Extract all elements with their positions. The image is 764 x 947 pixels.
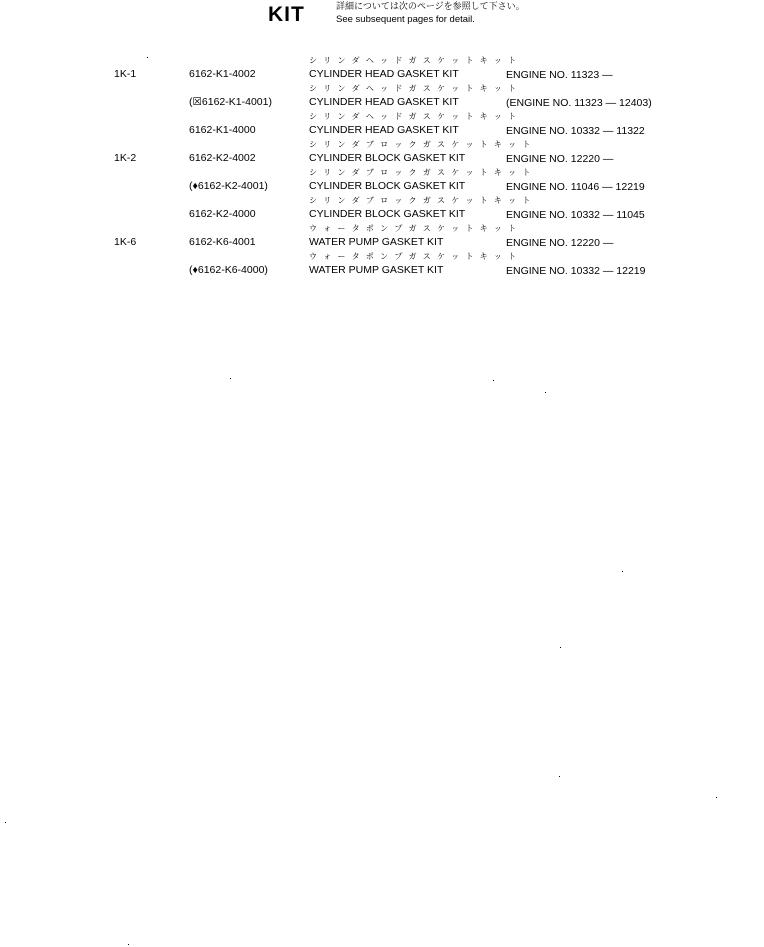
part-number: 6162-K1-4000 (189, 124, 256, 136)
scan-speck (560, 647, 561, 648)
engine-range: ENGINE NO. 12220 — (506, 153, 614, 165)
part-name-jp: シ リ ン ダ ヘ ッ ド ガ ス ケ ッ ト キ ッ ト (309, 84, 519, 93)
scan-speck (545, 392, 546, 393)
scan-speck (128, 944, 129, 945)
engine-range: (ENGINE NO. 11323 — 12403) (506, 97, 652, 109)
engine-range: ENGINE NO. 11323 — (506, 69, 613, 81)
detail-note-jp: 詳細については次のページを参照して下さい。 (336, 1, 525, 11)
part-name-jp: シ リ ン ダ ブ ロ ッ ク ガ ス ケ ッ ト キ ッ ト (309, 168, 533, 177)
list-item (0, 109, 764, 137)
detail-note (336, 0, 525, 26)
list-item (0, 53, 764, 81)
list-item (0, 249, 764, 277)
item-key: 1K-6 (114, 236, 137, 248)
scan-speck (559, 776, 560, 777)
part-name: CYLINDER BLOCK GASKET KIT (309, 208, 466, 220)
part-name: CYLINDER BLOCK GASKET KIT (309, 152, 466, 164)
engine-range: ENGINE NO. 10332 — 12219 (506, 265, 646, 277)
part-name: CYLINDER HEAD GASKET KIT (309, 68, 459, 80)
engine-range: ENGINE NO. 10332 — 11045 (506, 209, 645, 221)
part-number: (☒6162-K1-4001) (189, 96, 272, 108)
part-name-jp: シ リ ン ダ ブ ロ ッ ク ガ ス ケ ッ ト キ ッ ト (309, 196, 533, 205)
kit-parts-list (0, 53, 764, 277)
part-name: WATER PUMP GASKET KIT (309, 264, 444, 276)
part-number: 6162-K1-4002 (189, 68, 256, 80)
list-item (0, 81, 764, 109)
item-key: 1K-2 (114, 152, 137, 164)
part-name: WATER PUMP GASKET KIT (309, 236, 444, 248)
page-title: KIT (268, 3, 305, 26)
part-number: 6162-K2-4002 (189, 152, 256, 164)
part-name-jp: シ リ ン ダ ブ ロ ッ ク ガ ス ケ ッ ト キ ッ ト (309, 140, 533, 149)
part-name: CYLINDER BLOCK GASKET KIT (309, 180, 466, 192)
part-name-jp: シ リ ン ダ ヘ ッ ド ガ ス ケ ッ ト キ ッ ト (309, 56, 519, 65)
scan-speck (5, 822, 6, 823)
scan-speck (147, 57, 148, 58)
scan-speck (493, 380, 494, 381)
part-number: 6162-K2-4000 (189, 208, 256, 220)
scan-speck (622, 571, 623, 572)
list-item (0, 165, 764, 193)
part-name: CYLINDER HEAD GASKET KIT (309, 124, 459, 136)
engine-range: ENGINE NO. 11046 — 12219 (506, 181, 645, 193)
part-name-jp: ウ ォ ー タ ポ ン プ ガ ス ケ ッ ト キ ッ ト (309, 252, 519, 261)
part-number: (♦6162-K2-4001) (189, 180, 268, 192)
part-name: CYLINDER HEAD GASKET KIT (309, 96, 459, 108)
list-item (0, 193, 764, 221)
detail-note-en: See subsequent pages for detail. (336, 14, 475, 25)
scan-speck (716, 797, 717, 798)
scan-speck (230, 378, 231, 379)
item-key: 1K-1 (114, 68, 137, 80)
part-name-jp: ウ ォ ー タ ポ ン プ ガ ス ケ ッ ト キ ッ ト (309, 224, 519, 233)
engine-range: ENGINE NO. 10332 — 11322 (506, 125, 645, 137)
part-number: 6162-K6-4001 (189, 236, 256, 248)
part-number: (♦6162-K6-4000) (189, 264, 268, 276)
engine-range: ENGINE NO. 12220 — (506, 237, 614, 249)
part-name-jp: シ リ ン ダ ヘ ッ ド ガ ス ケ ッ ト キ ッ ト (309, 112, 519, 121)
list-item (0, 221, 764, 249)
list-item (0, 137, 764, 165)
